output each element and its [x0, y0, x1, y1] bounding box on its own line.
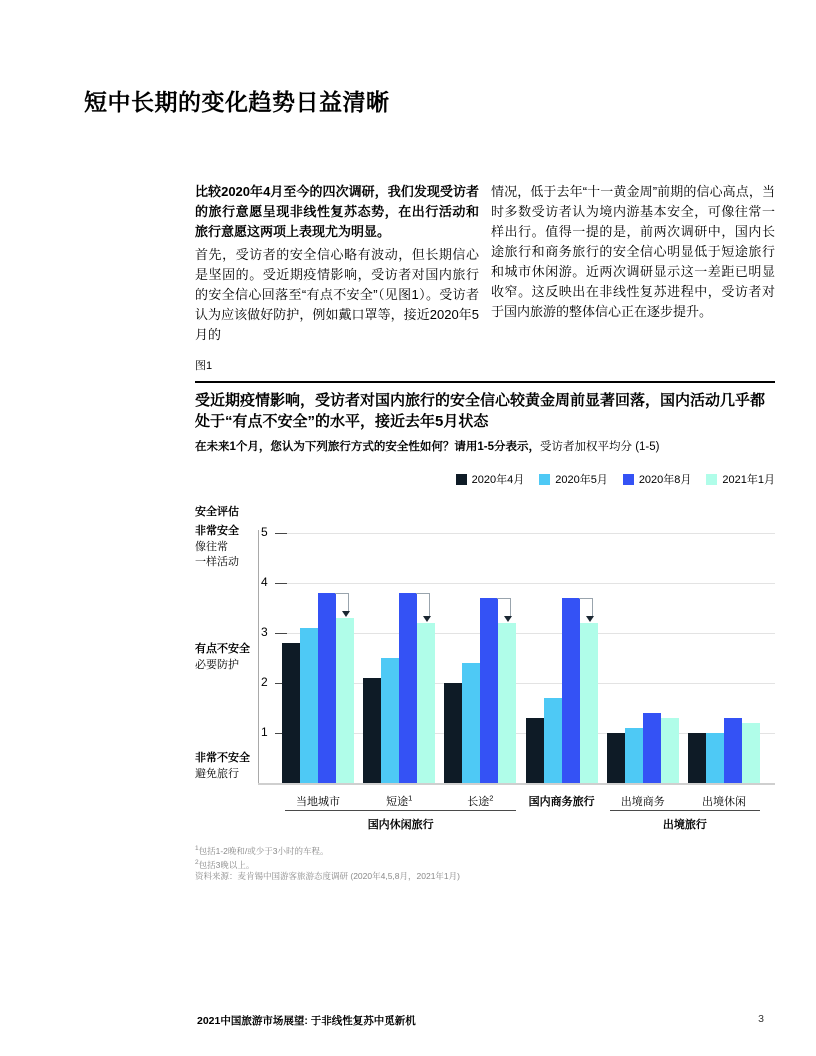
bar	[282, 643, 300, 783]
scale-label-bottom-line1: 避免旅行	[195, 767, 239, 780]
figure-1	[195, 357, 775, 897]
footnote-1-marker: 1	[195, 845, 199, 852]
scale-label-safe-bold: 非常安全	[195, 525, 239, 537]
footnote-1	[195, 843, 460, 857]
bar	[562, 598, 580, 783]
bar	[688, 733, 706, 783]
scale-label-safe	[195, 524, 239, 571]
bar	[526, 718, 544, 783]
source-line: 资料来源：麦肯锡中国游客旅游态度调研 (2020年4,5,8月，2021年1月)	[195, 870, 460, 881]
figure-subtitle	[195, 438, 775, 454]
figure-subtitle-unit: 受访者加权平均分 (1-5)	[540, 441, 660, 453]
bar-chart	[195, 500, 775, 840]
y-tick-label: 3	[261, 625, 268, 639]
y-tick-label: 1	[261, 725, 268, 739]
bar	[399, 593, 417, 783]
legend-label: 2020年8月	[638, 474, 692, 486]
legend-label: 2021年1月	[722, 474, 775, 486]
bar	[625, 728, 643, 783]
decline-arrow-head	[504, 616, 512, 622]
decline-arrow-head	[586, 616, 594, 622]
scale-label-very-unsafe	[195, 751, 250, 782]
footnote-2-text: 包括3晚以上。	[198, 859, 255, 870]
bar	[498, 623, 516, 783]
bar	[544, 698, 562, 783]
scale-label-mid-line1: 必要防护	[195, 658, 239, 671]
section-line	[610, 810, 760, 811]
x-label-出境休闲: 出境休闲	[702, 796, 746, 808]
bar	[300, 628, 318, 783]
legend-label: 2020年4月	[471, 474, 525, 486]
legend-item	[706, 471, 775, 487]
bar	[417, 623, 435, 783]
section-label-国内休闲旅行: 国内休闲旅行	[367, 819, 434, 831]
bar	[444, 683, 462, 783]
bar	[607, 733, 625, 783]
body-columns	[195, 182, 775, 345]
bar	[742, 723, 760, 783]
scale-label-somewhat-unsafe	[195, 642, 250, 673]
x-label-出境商务: 出境商务	[620, 796, 665, 808]
y-axis-line	[258, 530, 259, 783]
legend-item	[456, 471, 525, 487]
decline-arrow-head	[423, 616, 431, 622]
y-tick-label: 2	[261, 675, 268, 689]
bar	[363, 678, 381, 783]
y-tick-label: 4	[261, 575, 268, 589]
chart-legend	[195, 471, 775, 487]
bar	[318, 593, 336, 783]
scale-label-safe-line1: 像往常	[195, 540, 228, 553]
bar	[580, 623, 598, 783]
y-axis-title: 安全评估	[195, 506, 239, 518]
figure-title: 受近期疫情影响，受访者对国内旅行的安全信心较黄金周前显著回落，国内活动几乎都处于“有点不安全”的水平，接近去年5月状态	[195, 392, 766, 430]
legend-swatch	[706, 474, 717, 485]
bar	[661, 718, 679, 783]
legend-swatch	[539, 474, 550, 485]
lead-paragraph: 比较2020年4月至今的四次调研，我们发现受访者的旅行意愿呈现非线性复苏态势，在出行活动和旅行意愿这两项上表现尤为明显。	[195, 184, 479, 239]
decline-arrow-bracket	[579, 598, 593, 618]
figure-label: 图1	[195, 360, 213, 372]
figure-footnotes	[195, 843, 460, 882]
bar-group-出境休闲	[688, 533, 760, 783]
body-column-right	[491, 182, 775, 345]
paragraph-left: 首先，受访者的安全信心略有波动，但长期信心是坚固的。受近期疫情影响，受访者对国内旅行的安全信心回落至“有点不安全”（见图1）。受访者认为应该做好防护，例如戴口罩等，接近2020年5月的	[195, 247, 479, 342]
section-label-出境旅行: 出境旅行	[662, 819, 707, 831]
decline-arrow-bracket	[416, 593, 430, 618]
x-label-国内商务旅行: 国内商务旅行	[528, 796, 595, 808]
x-label-当地城市: 当地城市	[296, 796, 340, 808]
bar	[381, 658, 399, 783]
decline-arrow-bracket	[335, 593, 349, 613]
figure-subtitle-question: 在未来1个月，您认为下列旅行方式的安全性如何？请用1-5分表示，	[195, 441, 541, 453]
body-column-left	[195, 182, 479, 345]
legend-item	[539, 471, 608, 487]
paragraph-right: 情况，低于去年“十一黄金周”前期的信心高点，当时多数受访者认为境内游基本安全，可像往常一样出行。值得一提的是，前两次调研中，国内长途旅行和商务旅行的安全信心明显低于短途旅行和城市休闲游。近两次调研显示这一差距已明显收窄。这反映出在非线性复苏进程中，受访者对于国内旅游的整体信心正在逐步提升。	[491, 184, 775, 319]
x-label-长途: 长途$^2$	[467, 793, 494, 808]
bar-group-当地城市	[282, 533, 354, 783]
x-label-短途: 短途$^1$	[386, 793, 413, 808]
bar-group-出境商务	[607, 533, 679, 783]
footnote-2	[195, 857, 460, 871]
bar-group-短途	[363, 533, 435, 783]
page-number: 3	[758, 1013, 764, 1025]
bar	[336, 618, 354, 783]
scale-label-bottom-bold: 非常不安全	[195, 752, 250, 764]
bar	[480, 598, 498, 783]
bar-group-长途	[444, 533, 516, 783]
figure-divider	[195, 381, 775, 383]
legend-label: 2020年5月	[555, 474, 608, 486]
legend-swatch	[456, 474, 467, 485]
bar-group-国内商务旅行	[526, 533, 598, 783]
bars-area	[278, 533, 760, 783]
bar	[462, 663, 480, 783]
footnote-1-text: 包括1-2晚和/或少于3小时的车程。	[198, 845, 329, 856]
scale-label-safe-line2: 一样活动	[195, 556, 239, 568]
decline-arrow-head	[342, 611, 350, 617]
legend-swatch	[623, 474, 634, 485]
legend-item	[623, 471, 692, 487]
bar	[724, 718, 742, 783]
bar	[706, 733, 724, 783]
section-line	[285, 810, 516, 811]
decline-arrow-bracket	[497, 598, 511, 618]
scale-label-mid-bold: 有点不安全	[195, 643, 250, 655]
page-title: 短中长期的变化趋势日益清晰	[84, 89, 390, 115]
y-tick-label: 5	[261, 525, 268, 539]
footnote-2-marker: 2	[195, 858, 199, 866]
footer-report-title: 2021中国旅游市场展望: 于非线性复苏中觅新机	[197, 1015, 416, 1027]
x-axis-baseline	[258, 783, 775, 785]
bar	[643, 713, 661, 783]
